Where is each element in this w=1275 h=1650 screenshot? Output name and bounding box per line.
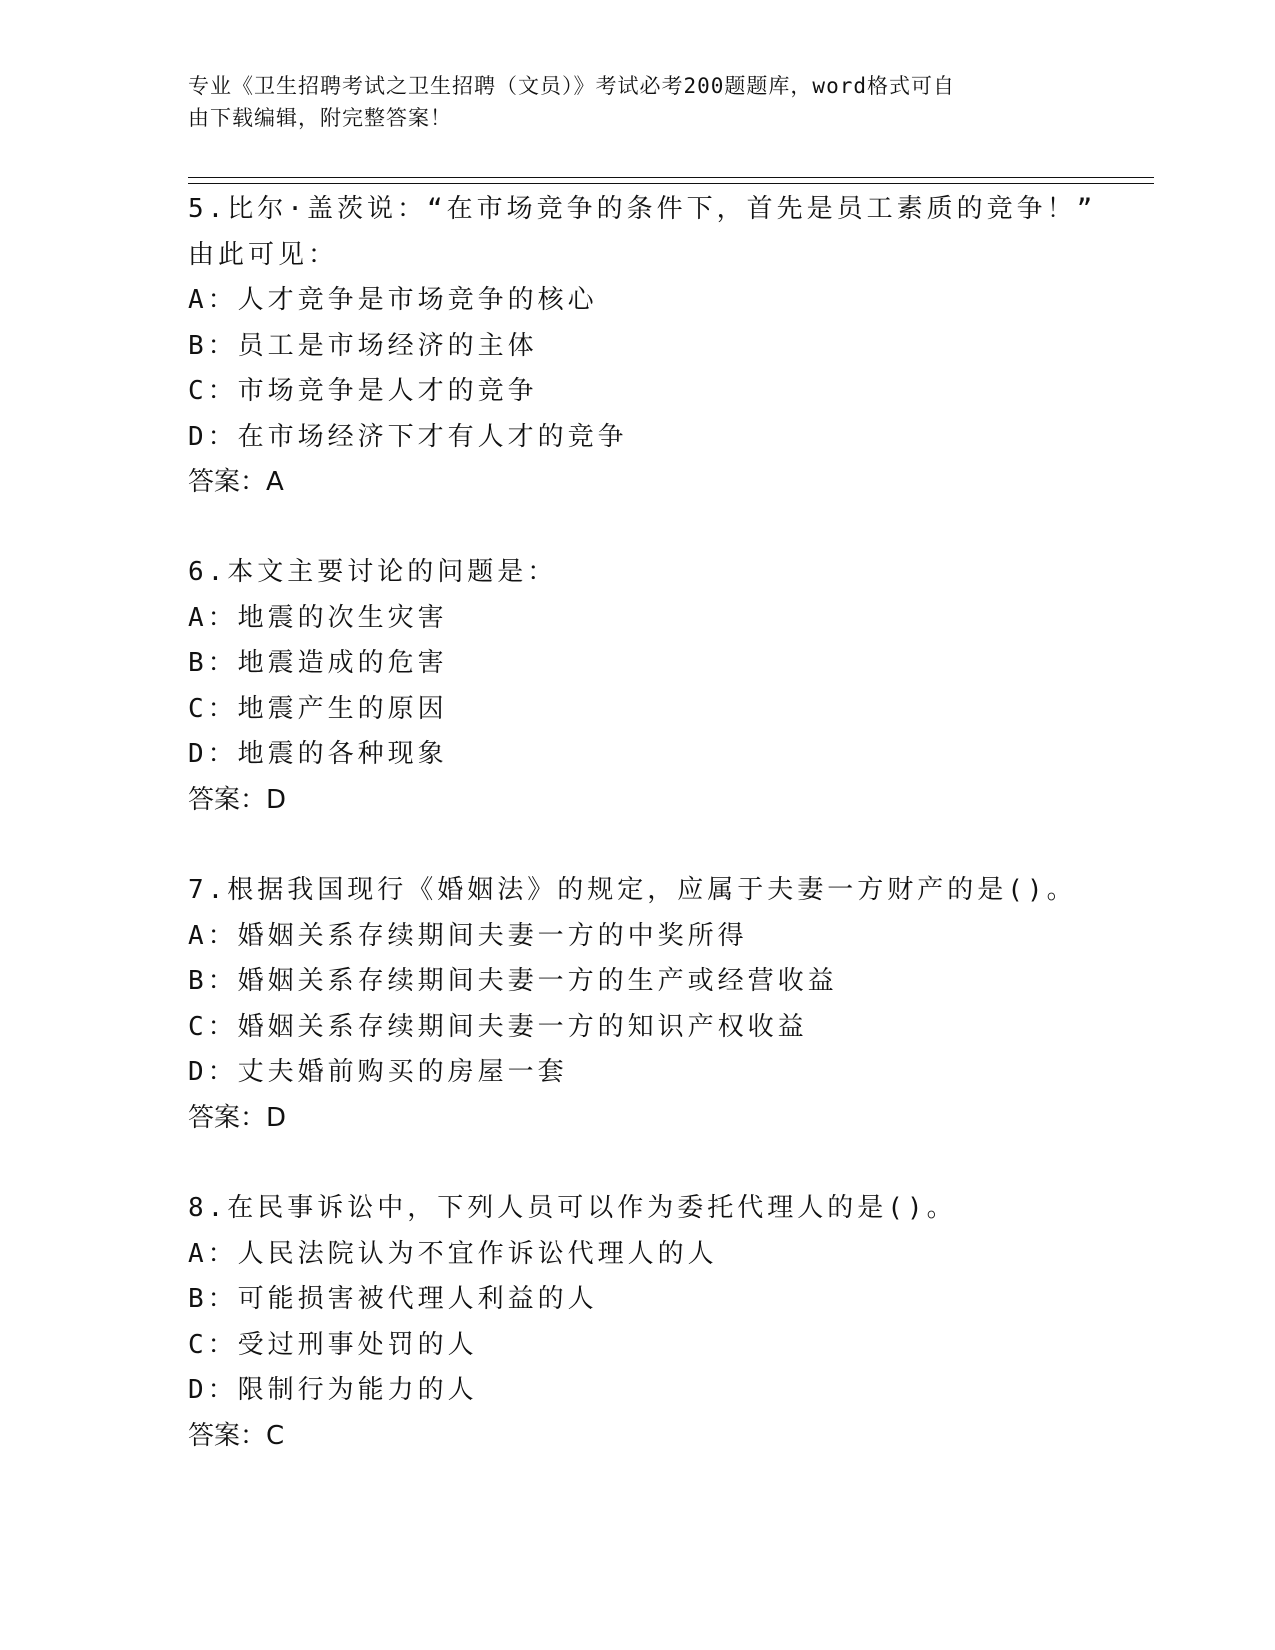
option-b: B：婚姻关系存续期间夫妻一方的生产或经营收益 <box>188 966 838 996</box>
answer-line: 答案：C <box>188 1420 285 1451</box>
answer-line: 答案：D <box>188 1102 287 1133</box>
option-a: A：人才竞争是市场竞争的核心 <box>188 285 598 315</box>
question-block <box>188 868 1088 1141</box>
option-b: B：员工是市场经济的主体 <box>188 330 538 361</box>
question-block <box>188 187 1097 506</box>
header-line-1: 专业《卫生招聘考试之卫生招聘（文员）》考试必考200题题库，word格式可自 <box>188 74 955 98</box>
header-divider-bottom <box>188 183 1154 184</box>
answer-line: 答案：A <box>188 467 284 497</box>
question-stem: 5.比尔·盖茨说：“在市场竞争的条件下，首先是员工素质的竞争！” <box>188 194 1097 224</box>
question-block <box>188 1186 1088 1459</box>
option-b: B：可能损害被代理人利益的人 <box>188 1284 598 1314</box>
document-header <box>188 70 1068 134</box>
option-d: D：地震的各种现象 <box>188 739 448 769</box>
option-c: C：市场竞争是人才的竞争 <box>188 376 538 406</box>
option-a: A：婚姻关系存续期间夫妻一方的中奖所得 <box>188 920 748 951</box>
option-c: C：地震产生的原因 <box>188 693 448 724</box>
question-stem: 7.根据我国现行《婚姻法》的规定，应属于夫妻一方财产的是()。 <box>188 875 1077 905</box>
answer-line: 答案：D <box>188 784 287 815</box>
option-b: B：地震造成的危害 <box>188 648 448 678</box>
question-stem: 6.本文主要讨论的问题是： <box>188 557 558 587</box>
option-d: D：在市场经济下才有人才的竞争 <box>188 421 628 452</box>
question-stem: 由此可见： <box>188 239 339 270</box>
option-d: D：丈夫婚前购买的房屋一套 <box>188 1057 568 1087</box>
header-divider-top <box>188 177 1154 178</box>
header-line-2: 由下载编辑，附完整答案！ <box>188 106 452 130</box>
option-c: C：婚姻关系存续期间夫妻一方的知识产权收益 <box>188 1011 808 1042</box>
option-a: A：人民法院认为不宜作诉讼代理人的人 <box>188 1238 718 1269</box>
question-stem: 8.在民事诉讼中，下列人员可以作为委托代理人的是()。 <box>188 1193 957 1223</box>
option-a: A：地震的次生灾害 <box>188 602 448 633</box>
option-d: D：限制行为能力的人 <box>188 1375 478 1405</box>
question-block <box>188 550 1088 823</box>
option-c: C：受过刑事处罚的人 <box>188 1329 478 1360</box>
